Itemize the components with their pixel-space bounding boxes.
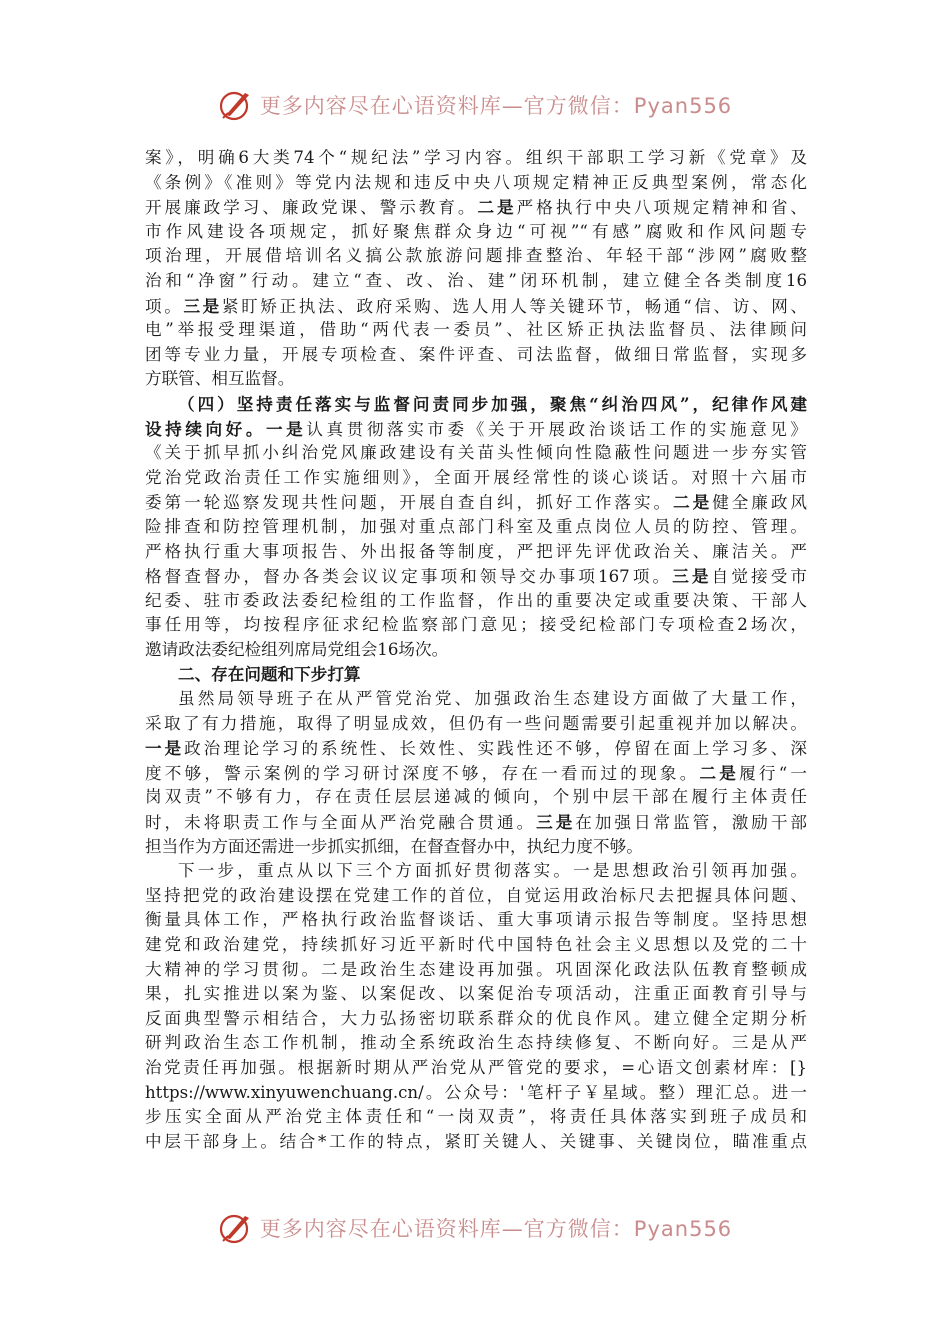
text-run: 健全廉政风 [712, 493, 808, 513]
text-run: 履行“一 [739, 763, 808, 783]
text-line [145, 318, 807, 343]
text-run: https://www.xinyuwenchuang.cn/。公众号：'笔杆子￥星域。整）理汇总。进一 [145, 1082, 807, 1102]
text-run: 格督查督办，督办各类会议议定事项和领导交办事项167项。 [145, 567, 673, 587]
text-line [145, 810, 807, 835]
text-run: 团等专业力量，开展专项检查、案件评查、司法监督，做细日常监督，实现多 [145, 344, 807, 364]
text-line [145, 441, 807, 466]
text-line [145, 392, 807, 417]
text-run: 担当作为方面还需进一步抓实抓细，在督查督办中，执纪力度不够。 [145, 836, 643, 856]
text-line [145, 958, 807, 983]
text-run: 采取了有力措施，取得了明显成效，但仍有一些问题需要引起重视并加以解决。 [145, 713, 807, 733]
text-line [145, 1056, 807, 1081]
text-line [145, 466, 807, 491]
text-line [145, 638, 807, 663]
document-body [145, 146, 807, 1154]
bold-text: 三是 [536, 812, 576, 833]
text-line [145, 736, 807, 761]
text-run: 认真贯彻落实市委《关于开展政治谈话工作的实施意见》 [306, 419, 808, 439]
text-run: 步压实全面从严治党主体责任和“一岗双责”，将责任具体落实到班子成员和 [145, 1107, 807, 1127]
quill-logo-icon [218, 1210, 254, 1246]
text-line [145, 564, 807, 589]
text-run: 委第一轮巡察发现共性问题，开展自查自纠，抓好工作落实。 [145, 493, 674, 513]
text-line [145, 589, 807, 614]
text-run: 自觉接受市 [711, 567, 808, 587]
text-line [145, 269, 807, 294]
text-run: 在加强日常监管，激励干部 [575, 813, 808, 833]
text-run: 严格执行重大事项报告、外出报备等制度，严把评先评优政治关、廉洁关。严 [145, 541, 807, 561]
text-line [145, 515, 807, 540]
text-run: 果，扎实推进以案为鉴、以案促改、以案促治专项活动，注重正面教育引导与 [145, 984, 807, 1004]
text-line [145, 343, 807, 368]
text-run: 案》，明确6大类74个“规纪法”学习内容。组织干部职工学习新《党章》及 [145, 148, 807, 167]
text-run: 岗双责”不够有力，存在责任层层递减的倾向，个别中层干部在履行主体责任 [145, 787, 807, 807]
text-run: 事任用等，均按程序征求纪检监察部门意见；接受纪检部门专项检查2场次， [145, 615, 807, 635]
text-line [145, 146, 807, 171]
watermark-text: 更多内容尽在心语资料库—官方微信：Pyan556 [259, 94, 733, 118]
bold-text: 三是 [672, 566, 712, 587]
text-run: 《条例》《准则》等党内法规和违反中央八项规定精神正反典型案例，常态化 [145, 172, 807, 192]
text-run: 方联管、相互监督。 [145, 369, 295, 389]
bold-text: （四）坚持责任落实与监督问责同步加强，聚焦“纠治四风”，纪律作风建 [178, 393, 807, 414]
text-line [145, 982, 807, 1007]
bold-text: 二是 [699, 762, 740, 783]
text-run: 度不够，警示案例的学习研讨深度不够，存在一看而过的现象。 [145, 763, 700, 783]
text-run: 研判政治生态工作机制，推动全系统政治生态持续修复、不断向好。三是从严 [145, 1033, 807, 1053]
text-line [145, 490, 807, 515]
text-run: 大精神的学习贯彻。二是政治生态建设再加强。巩固深化政法队伍教育整顿成 [145, 959, 807, 979]
text-line [145, 933, 807, 958]
text-line [145, 1105, 807, 1130]
bold-text: 设持续向好。一是 [145, 418, 307, 439]
text-run: 衡量具体工作，严格执行政治监督谈话、重大事项请示报告等制度。坚持思想 [145, 910, 807, 930]
text-line [145, 859, 807, 884]
watermark-banner-bottom [0, 1208, 950, 1248]
text-run: 下一步，重点从以下三个方面抓好贯彻落实。一是思想政治引领再加强。 [178, 861, 807, 881]
text-line [145, 1081, 807, 1106]
text-line [145, 195, 807, 220]
text-run: 时，未将职责工作与全面从严治党融合贯通。 [145, 813, 537, 833]
text-line [145, 613, 807, 638]
text-run: 党治党政治责任工作实施细则》，全面开展经常性的谈心谈话。对照十六届市 [145, 467, 807, 487]
text-run: 虽然局领导班子在从严管党治党、加强政治生态建设方面做了大量工作， [178, 689, 807, 709]
text-run: 《关于抓早抓小纠治党风廉政建设有关苗头性倾向性隐蔽性问题进一步夯实管 [145, 443, 807, 463]
text-run: 中层干部身上。结合*工作的特点，紧盯关键人、关键事、关键岗位，瞄准重点 [145, 1131, 807, 1151]
text-run: 反面典型警示相结合，大力弘扬密切联系群众的优良作风。建立健全定期分析 [145, 1008, 807, 1028]
text-line [145, 1130, 807, 1155]
watermark-text: 更多内容尽在心语资料库—官方微信：Pyan556 [259, 1217, 733, 1241]
text-run: 治党责任再加强。根据新时期从严治党从严管党的要求，=心语文创素材库：[} [145, 1057, 807, 1077]
bold-text: 二是 [673, 492, 713, 513]
watermark-banner-top [0, 85, 950, 125]
text-line [145, 244, 807, 269]
text-run: 治和“净窗”行动。建立“查、改、治、建”闭环机制，建立健全各类制度16 [145, 270, 807, 290]
bold-text: 二、存在问题和下步打算 [178, 664, 361, 685]
text-run: 项。 [145, 296, 184, 316]
text-line [145, 835, 807, 860]
text-run: 严格执行中央八项规定精神和省、 [516, 198, 808, 218]
text-line [145, 220, 807, 245]
text-run: 邀请政法委纪检组列席局党组会16场次。 [145, 639, 449, 659]
text-line [145, 884, 807, 909]
text-run: 纪委、驻市委政法委纪检组的工作监督，作出的重要决定或重要决策、干部人 [145, 590, 807, 610]
text-line [145, 1031, 807, 1056]
text-run: 紧盯矫正执法、政府采购、选人用人等关键环节，畅通“信、访、网、 [221, 296, 808, 316]
text-line [145, 294, 807, 319]
text-run: 险排查和防控管理机制，加强对重点部门科室及重点岗位人员的防控、管理。 [145, 516, 807, 536]
text-line [145, 417, 807, 442]
bold-text: 一是 [145, 738, 185, 759]
text-run: 市作风建设各项规定，抓好聚焦群众身边“可视”“有感”腐败和作风问题专 [145, 221, 807, 241]
text-line [145, 540, 807, 565]
text-line [145, 367, 807, 392]
text-run: 开展廉政学习、廉政党课、警示教育。 [145, 198, 478, 218]
text-line [145, 785, 807, 810]
text-line [145, 171, 807, 196]
text-run: 政治理论学习的系统性、长效性、实践性还不够，停留在面上学习多、深 [184, 739, 808, 759]
bold-text: 三是 [183, 295, 222, 316]
text-run: 电”举报受理渠道，借助“两代表一委员”、社区矫正执法监督员、法律顾问 [145, 320, 807, 340]
text-line [145, 662, 807, 687]
text-line [145, 761, 807, 786]
text-line [145, 687, 807, 712]
text-run: 坚持把党的政治建设摆在党建工作的首位，自觉运用政治标尺去把握具体问题、 [145, 885, 807, 905]
bold-text: 二是 [477, 197, 517, 218]
quill-logo-icon [218, 87, 254, 123]
text-line [145, 1007, 807, 1032]
text-line [145, 908, 807, 933]
text-line [145, 712, 807, 737]
text-run: 项治理，开展借培训名义搞公款旅游问题排查整治、年轻干部“涉网”腐败整 [145, 246, 807, 266]
text-run: 建党和政治建党，持续抓好习近平新时代中国特色社会主义思想以及党的二十 [145, 935, 807, 954]
